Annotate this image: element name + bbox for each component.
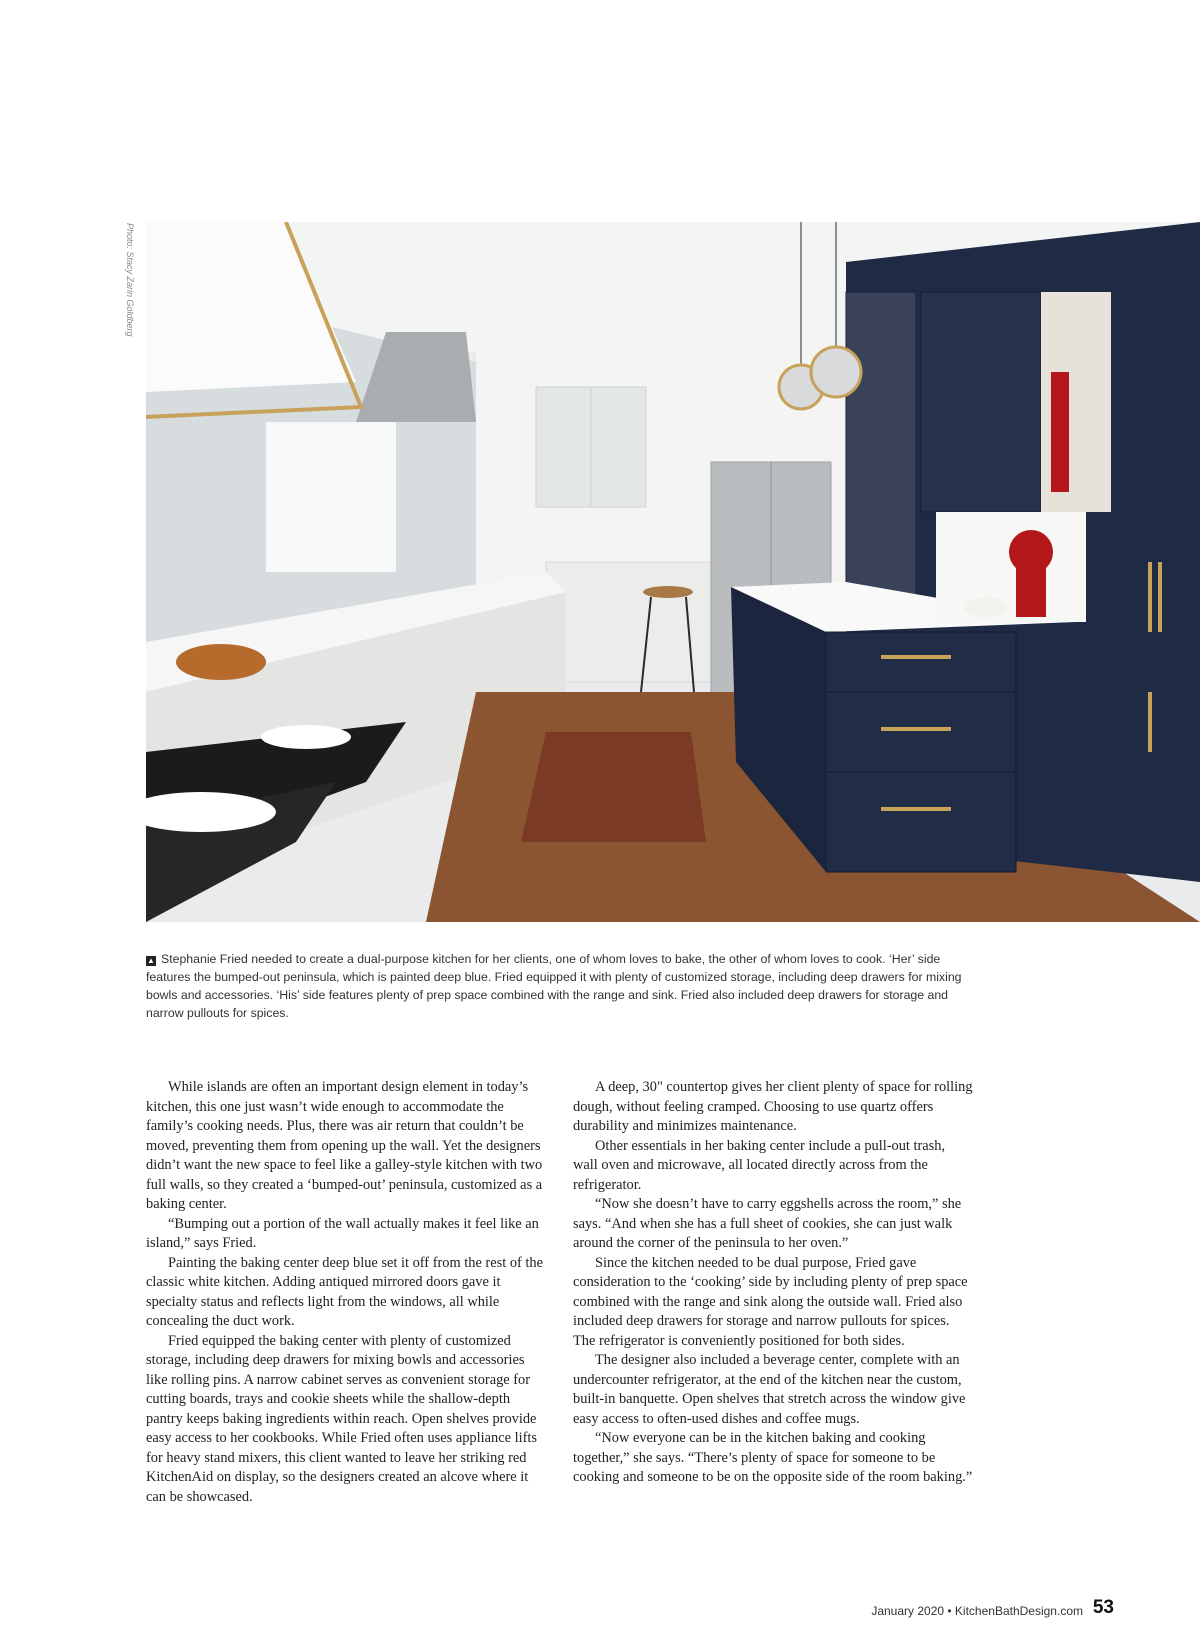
footer-issue: January 2020 • KitchenBathDesign.com <box>871 1604 1083 1618</box>
article-paragraph: “Bumping out a portion of the wall actually makes it feel like an island,” says Fried. <box>146 1215 539 1251</box>
caption-text: Stephanie Fried needed to create a dual-purpose kitchen for her clients, one of whom loves to bake, the other of whom loves to cook. ‘Her’ side features the bumped-out peninsula, which is painted deep blue. Fried equipped it with plenty of customized storage, including deep drawers for mixing bowls and accessories. ‘His’ side features plenty of prep space combined with the range and sink. Fried also included deep drawers for storage and narrow pullouts for spices. <box>146 952 962 1020</box>
article-paragraph: The designer also included a beverage center, complete with an undercounter refrigerator, at the end of the kitchen near the custom, built-in banquette. Open shelves that stretch across the window give easy access to often-used dishes and coffee mugs. <box>573 1352 966 1427</box>
article-paragraph: “Now everyone can be in the kitchen baking and cooking together,” she says. “There’s plenty of space for someone to be cooking and someone to be on the opposite side of the room baking.” <box>573 1430 973 1485</box>
article-paragraph: A deep, 30" countertop gives her client plenty of space for rolling dough, without feeling cramped. Choosing to use quartz offers durability and minimizes maintenance. <box>573 1079 973 1134</box>
article-paragraph: While islands are often an important design element in today’s kitchen, this one just wasn’t wide enough to accommodate the family’s cooking needs. Plus, there was air return that couldn’t be moved, preventing them from opening up the wall. Yet the designers didn’t want the new space to feel like a galley-style kitchen with two full walls, so they created a ‘bumped-out’ peninsula, customized as a baking center. <box>146 1079 543 1212</box>
article-column-left <box>146 1078 546 1507</box>
kitchen-photo <box>146 222 1200 922</box>
page-number: 53 <box>1092 1597 1114 1618</box>
photo-caption <box>146 950 976 1022</box>
article-paragraph: Painting the baking center deep blue set it off from the rest of the classic white kitchen. Adding antiqued mirrored doors gave it specialty status and reflects light from the windows, all while concealing the duct work. <box>146 1254 543 1329</box>
article-column-right <box>573 1078 973 1488</box>
article-paragraph: “Now she doesn’t have to carry eggshells across the room,” she says. “And when she has a full sheet of cookies, she can just walk around the corner of the peninsula to her oven.” <box>573 1196 962 1251</box>
footer-issue-info <box>871 1604 1115 1618</box>
article-paragraph: Other essentials in her baking center include a pull-out trash, wall oven and microwave, all located directly across from the refrigerator. <box>573 1137 946 1193</box>
camera-icon: ▲ <box>147 956 155 965</box>
article-paragraph: Since the kitchen needed to be dual purpose, Fried gave consideration to the ‘cooking’ side by including plenty of prep space combined with the range and sink along the outside wall. Fried also included deep drawers for storage and narrow pullouts for spices. The refrigerator is conveniently positioned for both sides. <box>573 1254 968 1349</box>
photo-credit: Photo: Stacy Zarin Goldberg <box>125 223 135 337</box>
article-paragraph: Fried equipped the baking center with plenty of customized storage, including deep drawers for mixing bowls and accessories like rolling pins. A narrow cabinet serves as convenient storage for cutting boards, trays and cookie sheets while the shallow-depth pantry keeps baking ingredients within reach. Open shelves provide easy access to her cookbooks. While Fried often uses appliance lifts for heavy stand mixers, this client wanted to leave her striking red KitchenAid on display, so the designers created an alcove where it can be showcased. <box>146 1332 537 1505</box>
